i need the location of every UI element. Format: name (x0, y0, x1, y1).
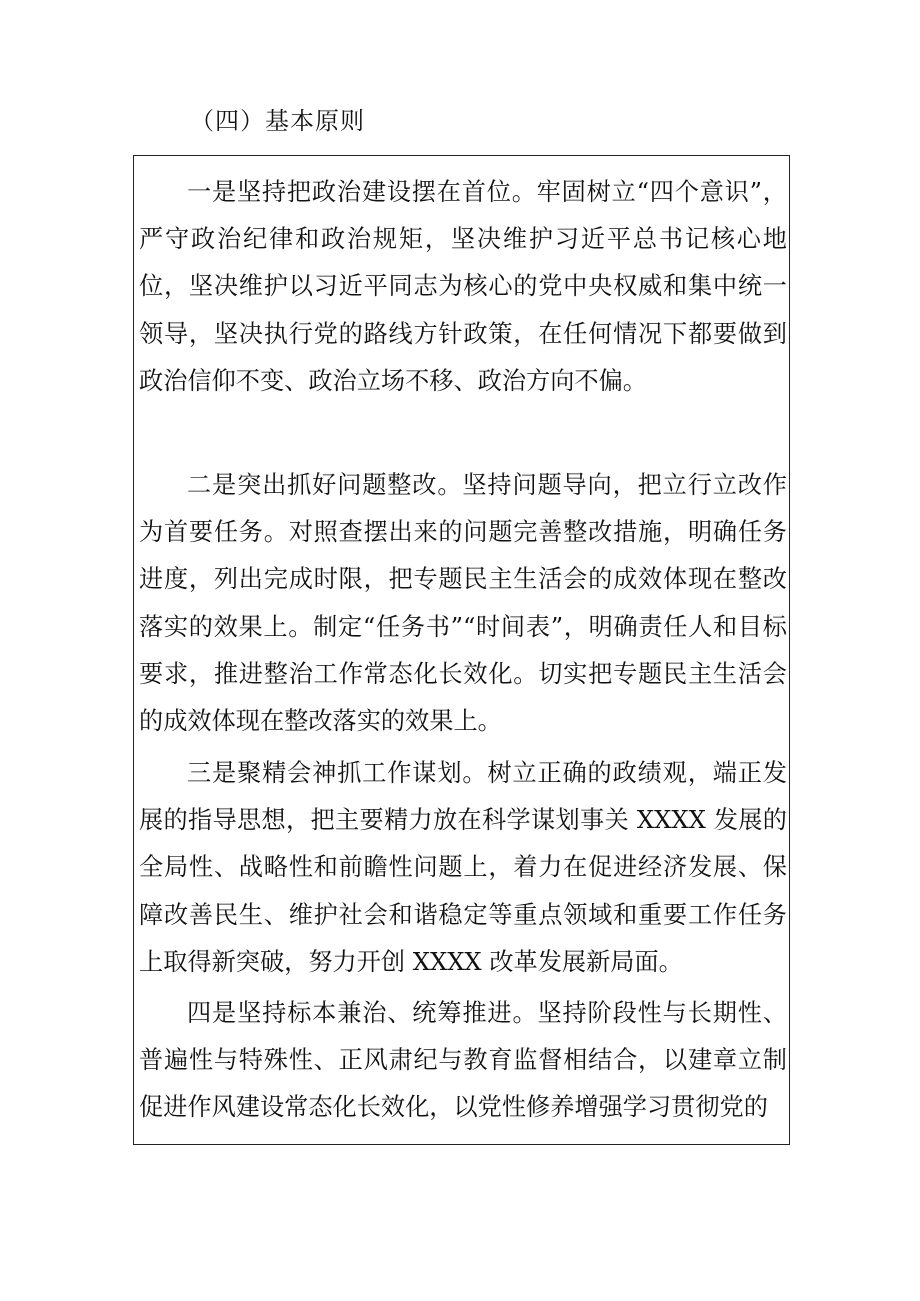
paragraph-principle-2: 二是突出抓好问题整改。坚持问题导向，把立行立改作为首要任务。对照查摆出来的问题完善整改措施，明确任务进度，列出完成时限，把专题民主生活会的成效体现在整改落实的效果上。制定“任务书”“时间表”，明确责任人和目标要求，推进整治工作常态化长效化。切实把专题民主生活会的成效体现在整改落实的效果上。 (139, 471, 787, 736)
paragraph-principle-1: 一是坚持把政治建设摆在首位。牢固树立“四个意识”，严守政治纪律和政治规矩，坚决维护习近平总书记核心地位，坚决维护以习近平同志为核心的党中央权威和集中统一领导，坚决执行党的路线方针政策，在任何情况下都要做到政治信仰不变、政治立场不移、政治方向不偏。 (139, 178, 787, 395)
paragraph-principle-3: 三是聚精会神抓工作谋划。树立正确的政绩观，端正发展的指导思想，把主要精力放在科学谋划事关 XXXX 发展的全局性、战略性和前瞻性问题上，着力在促进经济发展、保障改善民生、维护社会和谐稳定等重点领域和重要工作任务上取得新突破，努力开创 XXXX 改革发展新局面。 (139, 759, 787, 976)
paragraph-principle-4: 四是坚持标本兼治、统筹推进。坚持阶段性与长期性、普遍性与特殊性、正风肃纪与教育监督相结合，以建章立制促进作风建设常态化长效化，以党性修养增强学习贯彻党的 (139, 999, 787, 1122)
content-box (133, 155, 790, 1145)
section-heading: （四）基本原则 (190, 107, 365, 135)
